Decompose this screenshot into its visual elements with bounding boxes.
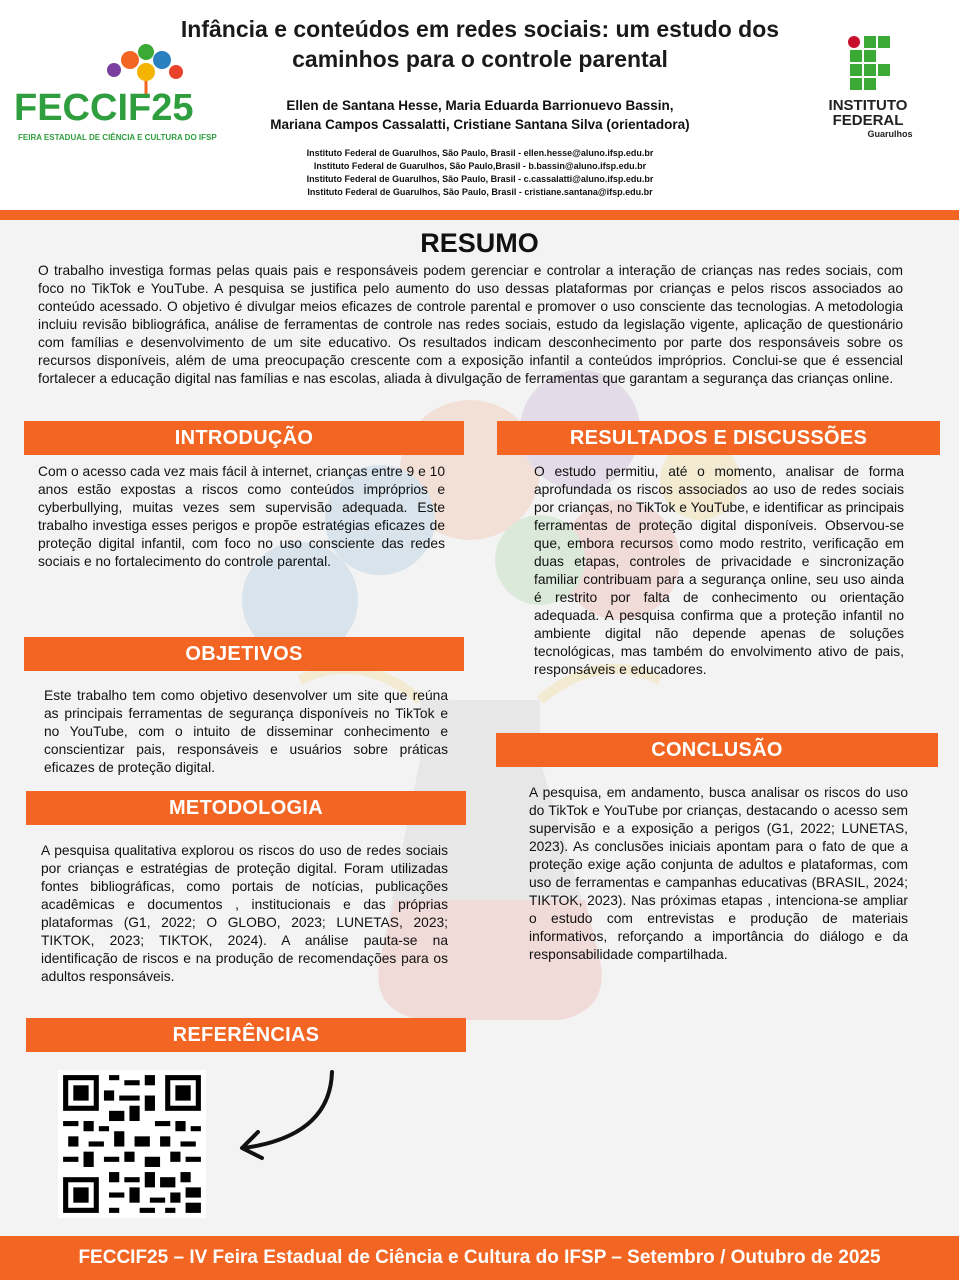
resultados-heading: RESULTADOS E DISCUSSÕES	[497, 421, 940, 455]
if-line-2: FEDERAL	[832, 112, 904, 129]
if-grid-icon	[848, 36, 890, 90]
affiliation-3: Instituto Federal de Guarulhos, São Paulo, Brasil - c.cassalatti@aluno.ifsp.edu.br	[306, 174, 654, 184]
affiliations	[250, 147, 710, 199]
affiliation-1: Instituto Federal de Guarulhos, São Paulo, Brasil - ellen.hesse@aluno.ifsp.edu.br	[306, 148, 654, 158]
affiliation-4: Instituto Federal de Guarulhos, São Paulo, Brasil - cristiane.santana@ifsp.edu.br	[307, 187, 653, 197]
header-divider	[0, 210, 959, 220]
metodologia-heading: METODOLOGIA	[26, 791, 466, 825]
poster-footer: FECCIF25 – IV Feira Estadual de Ciência e Cultura do IFSP – Setembro / Outubro de 2025	[0, 1236, 959, 1280]
objetivos-heading: OBJETIVOS	[24, 637, 464, 671]
conclusao-text: A pesquisa, em andamento, busca analisar os riscos do uso do TikTok e YouTube por crianças, destacando o acesso sem supervisão e a exposição a perigos (G1, 2022; LUNETAS, 2023). As conclusões iniciais apontam para o fato de que a proteção exige ação conjunta de adultos e plataformas, com uso de ferramentas e campanhas educativas (BRASIL, 2024; TIKTOK, 2023). Nas próximas etapas , intenciona-se ampliar o estudo com entrevistas e produção de materiais informativos, reforçando a importância do diálogo e da responsabilidade compartilhada.	[529, 785, 908, 962]
feccif-wordmark: FECCIF25	[14, 87, 194, 129]
authors-line-2: Mariana Campos Cassalatti, Cristiane Santana Silva (orientadora)	[270, 117, 690, 132]
feccif-tagline: FEIRA ESTADUAL DE CIÊNCIA E CULTURA DO IFSP	[18, 133, 217, 142]
resumo-text: O trabalho investiga formas pelas quais pais e responsáveis podem gerenciar e controlar a interação de crianças nas redes sociais, com foco no TikTok e YouTube. A pesquisa se justifica pelo aumento do uso dessas plataformas por crianças e pelos riscos associados ao conteúdo acessado. O objetivo é divulgar meios eficazes de controle parental e promover o uso consciente das tecnologias. A metodologia incluiu revisão bibliográfica, análise de ferramentas de controle nas redes sociais, estudo da legislação vigente, aplicação de questionário com famílias e desenvolvimento de um site educativo. Os resultados indicam desconhecimento por parte dos responsáveis sobre os recursos disponíveis, além de uma preocupação crescente com a exposição infantil a conteúdos impróprios. Conclui-se que é essencial fortalecer a educação digital nas famílias e nas escolas, aliada à divulgação de ferramentas que garantam a segurança das crianças online.	[38, 263, 903, 386]
instituto-federal-logo	[818, 34, 918, 144]
metodologia-text: A pesquisa qualitativa explorou os riscos do uso de redes sociais por crianças e estratégias de proteção digital. Foram utilizadas fontes bibliográficas, como portais de notícias, publicações acadêmicas e documentos , institucionais e das próprias plataformas (G1, 2022; O GLOBO, 2023; LUNETAS, 2023; TIKTOK, 2023; TIKTOK, 2024). A análise pauta-se na identificação de riscos e na produção de recomendações para os adultos responsáveis.	[41, 843, 448, 984]
poster-title: Infância e conteúdos em redes sociais: um estudo dos caminhos para o controle parental	[180, 16, 780, 72]
authors-line-1: Ellen de Santana Hesse, Maria Eduarda Barrionuevo Bassin,	[286, 98, 674, 113]
affiliation-2: Instituto Federal de Guarulhos, São Paulo,Brasil - b.bassin@aluno.ifsp.edu.br	[313, 161, 647, 171]
if-line-3: Guarulhos	[867, 129, 913, 139]
conclusao-heading: CONCLUSÃO	[496, 733, 938, 767]
arrow-icon	[230, 1066, 350, 1166]
introducao-text: Com o acesso cada vez mais fácil à internet, crianças entre 9 e 10 anos estão expostas a riscos como conteúdos impróprios e cyberbullying, muitas vezes sem supervisão adequada. Este trabalho investiga esses perigos e propõe estratégias eficazes de proteção digital infantil, com foco no uso consciente das redes sociais e no fortalecimento do controle parental.	[38, 464, 445, 569]
authors	[230, 96, 730, 134]
poster-header	[0, 0, 959, 210]
if-line-1: INSTITUTO	[828, 97, 908, 114]
referencias-heading: REFERÊNCIAS	[26, 1018, 466, 1052]
introducao-heading: INTRODUÇÃO	[24, 421, 464, 455]
objetivos-text: Este trabalho tem como objetivo desenvolver um site que reúna as principais ferramentas de segurança disponíveis no TikTok e no YouTube, com o intuito de disseminar conhecimento e conscientizar pais, responsáveis e usuários sobre práticas eficazes de proteção digital.	[44, 688, 448, 775]
resultados-text: O estudo permitiu, até o momento, analisar de forma aprofundada os riscos associados ao uso de redes sociais por crianças, no TikTok e YouTube, e identificar as principais ferramentas de proteção digital disponíveis. Observou-se que, embora recursos como modo restrito, verificação em duas etapas, controles de privacidade e sincronização familiar contribuam para a segurança online, seu uso ainda é restrito por falta de conhecimento ou orientação adequada. A pesquisa confirma que a proteção infantil no ambiente digital não depende apenas de soluções tecnológicas, mas também do envolvimento ativo de pais, responsáveis e educadores.	[534, 464, 904, 677]
qr-code-icon[interactable]	[58, 1070, 206, 1218]
resumo-heading: RESUMO	[420, 228, 539, 258]
